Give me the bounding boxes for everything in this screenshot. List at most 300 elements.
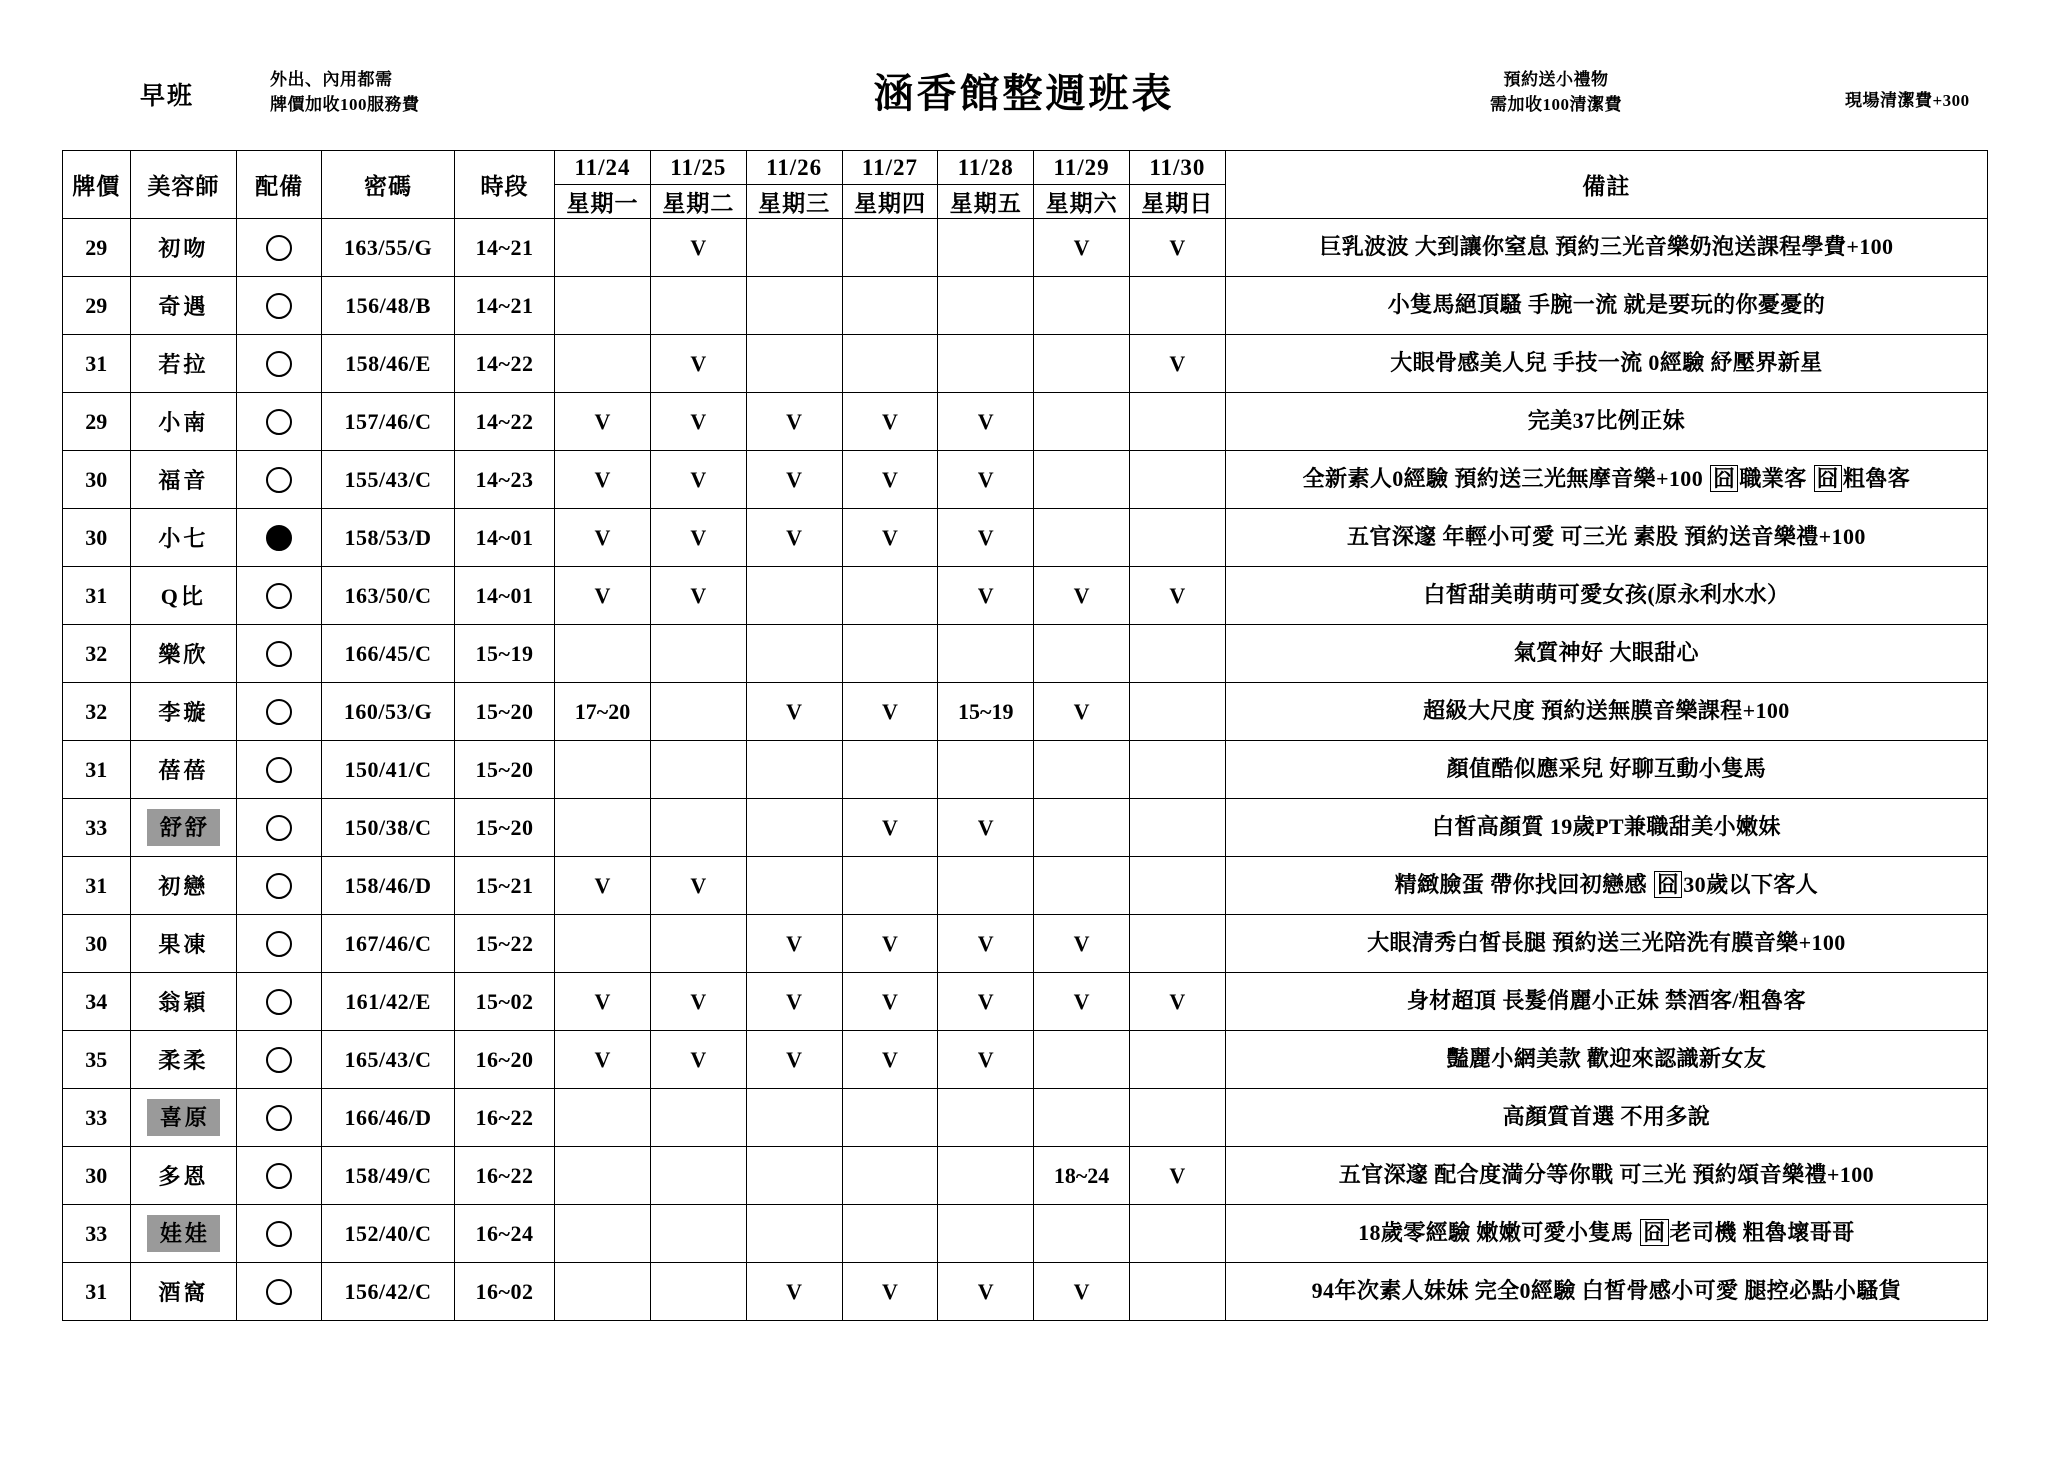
cell-day-6 bbox=[1129, 625, 1225, 683]
cell-note: 18歲零經驗 嫩嫩可愛小隻馬 囧 老司機 粗魯壞哥哥 bbox=[1225, 1205, 1987, 1263]
cell-day-6 bbox=[1129, 393, 1225, 451]
page-header bbox=[0, 0, 2048, 116]
cell-price: 31 bbox=[63, 1263, 131, 1321]
cell-note: 小隻馬絕頂騷 手腕一流 就是要玩的你憂憂的 bbox=[1225, 277, 1987, 335]
warning-badge-icon: 囧 bbox=[1814, 465, 1842, 492]
cell-note: 大眼清秀白皙長腿 預約送三光陪洗有膜音樂+100 bbox=[1225, 915, 1987, 973]
cell-note: 超級大尺度 預約送無膜音樂課程+100 bbox=[1225, 683, 1987, 741]
cell-note: 五官深邃 年輕小可愛 可三光 素股 預約送音樂禮+100 bbox=[1225, 509, 1987, 567]
cell-day-1: V bbox=[650, 335, 746, 393]
cell-code: 165/43/C bbox=[322, 1031, 455, 1089]
col-day-2: 星期三 bbox=[746, 185, 842, 219]
cell-name: 柔柔 bbox=[130, 1031, 237, 1089]
cell-note: 豔麗小網美款 歡迎來認識新女友 bbox=[1225, 1031, 1987, 1089]
cell-note: 巨乳波波 大到讓你窒息 預約三光音樂奶泡送課程學費+100 bbox=[1225, 219, 1987, 277]
table-row bbox=[63, 915, 1988, 973]
cell-code: 155/43/C bbox=[322, 451, 455, 509]
circle-icon bbox=[266, 409, 292, 435]
cell-day-0 bbox=[555, 625, 651, 683]
table-row bbox=[63, 277, 1988, 335]
cell-day-5 bbox=[1034, 1205, 1130, 1263]
cell-name: 翁穎 bbox=[130, 973, 237, 1031]
cell-day-6 bbox=[1129, 509, 1225, 567]
cell-day-5 bbox=[1034, 799, 1130, 857]
cell-day-6 bbox=[1129, 1205, 1225, 1263]
cell-note: 五官深邃 配合度満分等你戰 可三光 預約頌音樂禮+100 bbox=[1225, 1147, 1987, 1205]
table-header bbox=[63, 151, 1988, 219]
cell-day-0 bbox=[555, 219, 651, 277]
cell-day-4: V bbox=[938, 973, 1034, 1031]
cell-day-2 bbox=[746, 1205, 842, 1263]
cell-day-3: V bbox=[842, 1031, 938, 1089]
cell-code: 166/46/D bbox=[322, 1089, 455, 1147]
cell-day-6 bbox=[1129, 741, 1225, 799]
cell-code: 158/53/D bbox=[322, 509, 455, 567]
cell-day-6: V bbox=[1129, 335, 1225, 393]
cell-price: 30 bbox=[63, 1147, 131, 1205]
cell-price: 32 bbox=[63, 625, 131, 683]
col-day-1: 星期二 bbox=[650, 185, 746, 219]
cell-time: 15~20 bbox=[454, 799, 554, 857]
cell-equip bbox=[237, 277, 322, 335]
cell-day-5 bbox=[1034, 335, 1130, 393]
cell-equip bbox=[237, 1089, 322, 1147]
cell-code: 158/46/D bbox=[322, 857, 455, 915]
cell-day-0: V bbox=[555, 509, 651, 567]
col-equip: 配備 bbox=[237, 151, 322, 219]
col-day-5: 星期六 bbox=[1034, 185, 1130, 219]
warning-badge-icon: 囧 bbox=[1710, 465, 1738, 492]
col-date-3: 11/27 bbox=[842, 151, 938, 185]
table-row bbox=[63, 1089, 1988, 1147]
cell-day-2 bbox=[746, 625, 842, 683]
cell-day-2: V bbox=[746, 683, 842, 741]
cell-day-2 bbox=[746, 799, 842, 857]
onsite-cleaning-note: 現場清潔費+300 bbox=[1845, 91, 1970, 110]
cell-day-0 bbox=[555, 1089, 651, 1147]
gift-note bbox=[1490, 68, 1622, 117]
cell-day-0 bbox=[555, 335, 651, 393]
cell-note: 大眼骨感美人兒 手技一流 0經驗 紓壓界新星 bbox=[1225, 335, 1987, 393]
cell-equip bbox=[237, 857, 322, 915]
schedule-table bbox=[62, 150, 1988, 1321]
cell-day-5 bbox=[1034, 277, 1130, 335]
table-row bbox=[63, 1031, 1988, 1089]
cell-day-4 bbox=[938, 277, 1034, 335]
cell-note: 氣質神好 大眼甜心 bbox=[1225, 625, 1987, 683]
cell-equip bbox=[237, 799, 322, 857]
cell-day-5: V bbox=[1034, 1263, 1130, 1321]
cell-day-6 bbox=[1129, 915, 1225, 973]
table-row bbox=[63, 567, 1988, 625]
cell-price: 29 bbox=[63, 393, 131, 451]
col-code: 密碼 bbox=[322, 151, 455, 219]
gift-note-line1: 預約送小禮物 bbox=[1503, 70, 1609, 89]
page-title: 涵香館整週班表 bbox=[873, 71, 1175, 116]
table-row bbox=[63, 625, 1988, 683]
cell-day-4: V bbox=[938, 799, 1034, 857]
cell-time: 14~01 bbox=[454, 509, 554, 567]
table-row bbox=[63, 741, 1988, 799]
cell-day-2: V bbox=[746, 393, 842, 451]
cell-day-5: V bbox=[1034, 567, 1130, 625]
cell-equip bbox=[237, 973, 322, 1031]
cell-day-6: V bbox=[1129, 567, 1225, 625]
cell-day-0: 17~20 bbox=[555, 683, 651, 741]
cell-note: 全新素人0經驗 預約送三光無摩音樂+100 囧 職業客 囧 粗魯客 bbox=[1225, 451, 1987, 509]
cell-day-0 bbox=[555, 741, 651, 799]
cell-code: 160/53/G bbox=[322, 683, 455, 741]
cell-code: 150/38/C bbox=[322, 799, 455, 857]
cell-day-3: V bbox=[842, 683, 938, 741]
cell-name: 酒窩 bbox=[130, 1263, 237, 1321]
table-row bbox=[63, 219, 1988, 277]
cell-price: 34 bbox=[63, 973, 131, 1031]
cell-day-2 bbox=[746, 857, 842, 915]
cell-day-0: V bbox=[555, 451, 651, 509]
table-row bbox=[63, 509, 1988, 567]
cell-day-4 bbox=[938, 219, 1034, 277]
header-row-top bbox=[63, 151, 1988, 185]
cell-day-2 bbox=[746, 277, 842, 335]
cell-day-5 bbox=[1034, 451, 1130, 509]
col-time: 時段 bbox=[454, 151, 554, 219]
cell-day-4: V bbox=[938, 509, 1034, 567]
cell-name: 蓓蓓 bbox=[130, 741, 237, 799]
cell-day-4: V bbox=[938, 393, 1034, 451]
cell-price: 29 bbox=[63, 219, 131, 277]
cell-day-0 bbox=[555, 1263, 651, 1321]
cell-time: 16~24 bbox=[454, 1205, 554, 1263]
cell-day-0: V bbox=[555, 393, 651, 451]
cell-time: 14~22 bbox=[454, 335, 554, 393]
cell-day-1: V bbox=[650, 973, 746, 1031]
cell-day-2 bbox=[746, 567, 842, 625]
cell-time: 15~21 bbox=[454, 857, 554, 915]
cell-time: 14~21 bbox=[454, 219, 554, 277]
circle-icon bbox=[266, 235, 292, 261]
cell-note: 白皙甜美萌萌可愛女孩(原永利水水） bbox=[1225, 567, 1987, 625]
cell-day-6: V bbox=[1129, 973, 1225, 1031]
cell-name bbox=[130, 1089, 237, 1147]
cell-day-3 bbox=[842, 567, 938, 625]
col-day-3: 星期四 bbox=[842, 185, 938, 219]
cell-equip bbox=[237, 1031, 322, 1089]
col-date-6: 11/30 bbox=[1129, 151, 1225, 185]
table-row bbox=[63, 1147, 1988, 1205]
cell-day-3: V bbox=[842, 973, 938, 1031]
cell-name: 果凍 bbox=[130, 915, 237, 973]
col-date-5: 11/29 bbox=[1034, 151, 1130, 185]
cell-equip bbox=[237, 509, 322, 567]
cell-day-1: V bbox=[650, 567, 746, 625]
cell-equip bbox=[237, 567, 322, 625]
table-row bbox=[63, 973, 1988, 1031]
cell-day-2 bbox=[746, 741, 842, 799]
circle-icon bbox=[266, 1163, 292, 1189]
cell-day-1 bbox=[650, 277, 746, 335]
cell-day-1 bbox=[650, 799, 746, 857]
cell-day-3: V bbox=[842, 451, 938, 509]
circle-icon bbox=[266, 989, 292, 1015]
cell-day-2 bbox=[746, 1147, 842, 1205]
cell-code: 158/49/C bbox=[322, 1147, 455, 1205]
cell-code: 157/46/C bbox=[322, 393, 455, 451]
cell-price: 31 bbox=[63, 567, 131, 625]
col-date-4: 11/28 bbox=[938, 151, 1034, 185]
cell-time: 14~01 bbox=[454, 567, 554, 625]
col-name: 美容師 bbox=[130, 151, 237, 219]
col-day-0: 星期一 bbox=[555, 185, 651, 219]
cell-name: Q比 bbox=[130, 567, 237, 625]
cell-day-4: V bbox=[938, 451, 1034, 509]
cell-name: 初戀 bbox=[130, 857, 237, 915]
cell-note: 精緻臉蛋 帶你找回初戀感 囧 30歲以下客人 bbox=[1225, 857, 1987, 915]
col-day-6: 星期日 bbox=[1129, 185, 1225, 219]
col-date-2: 11/26 bbox=[746, 151, 842, 185]
cell-day-5 bbox=[1034, 393, 1130, 451]
cell-day-0: V bbox=[555, 1031, 651, 1089]
cell-day-5: V bbox=[1034, 219, 1130, 277]
cell-day-4: V bbox=[938, 567, 1034, 625]
circle-icon bbox=[266, 1105, 292, 1131]
cell-day-5 bbox=[1034, 741, 1130, 799]
cell-day-4 bbox=[938, 1089, 1034, 1147]
cell-equip bbox=[237, 393, 322, 451]
cell-day-3 bbox=[842, 1205, 938, 1263]
cell-price: 31 bbox=[63, 741, 131, 799]
cell-day-0 bbox=[555, 915, 651, 973]
table-row bbox=[63, 1205, 1988, 1263]
table-row bbox=[63, 335, 1988, 393]
shift-label: 早班 bbox=[140, 83, 195, 110]
cell-code: 163/50/C bbox=[322, 567, 455, 625]
cell-name: 樂欣 bbox=[130, 625, 237, 683]
table-row bbox=[63, 799, 1988, 857]
cell-price: 32 bbox=[63, 683, 131, 741]
table-row bbox=[63, 683, 1988, 741]
table-body bbox=[63, 219, 1988, 1321]
cell-equip bbox=[237, 219, 322, 277]
cell-price: 33 bbox=[63, 1089, 131, 1147]
cell-price: 35 bbox=[63, 1031, 131, 1089]
cell-day-6 bbox=[1129, 683, 1225, 741]
cell-day-4 bbox=[938, 741, 1034, 799]
cell-day-1 bbox=[650, 915, 746, 973]
service-fee-note-line2: 牌價加收100服務費 bbox=[270, 94, 420, 114]
cell-day-3 bbox=[842, 741, 938, 799]
cell-day-1 bbox=[650, 1205, 746, 1263]
cell-equip bbox=[237, 741, 322, 799]
cell-day-1: V bbox=[650, 451, 746, 509]
cell-time: 16~20 bbox=[454, 1031, 554, 1089]
cell-day-3: V bbox=[842, 393, 938, 451]
circle-icon bbox=[266, 351, 292, 377]
cell-time: 16~22 bbox=[454, 1147, 554, 1205]
cell-code: 158/46/E bbox=[322, 335, 455, 393]
col-date-0: 11/24 bbox=[555, 151, 651, 185]
cell-day-1 bbox=[650, 1089, 746, 1147]
cell-price: 30 bbox=[63, 509, 131, 567]
cell-day-0: V bbox=[555, 857, 651, 915]
cell-day-3 bbox=[842, 1147, 938, 1205]
circle-icon bbox=[266, 293, 292, 319]
cell-day-2: V bbox=[746, 509, 842, 567]
cell-day-1 bbox=[650, 683, 746, 741]
circle-icon bbox=[266, 815, 292, 841]
cell-day-0 bbox=[555, 277, 651, 335]
cell-day-5 bbox=[1034, 1089, 1130, 1147]
cell-code: 156/48/B bbox=[322, 277, 455, 335]
cell-time: 16~02 bbox=[454, 1263, 554, 1321]
cell-day-4: V bbox=[938, 1263, 1034, 1321]
cell-day-4 bbox=[938, 1205, 1034, 1263]
col-price: 牌價 bbox=[63, 151, 131, 219]
cell-day-2 bbox=[746, 219, 842, 277]
cell-day-0 bbox=[555, 1205, 651, 1263]
cell-day-3: V bbox=[842, 799, 938, 857]
cell-day-3: V bbox=[842, 1263, 938, 1321]
cell-day-2: V bbox=[746, 451, 842, 509]
circle-icon bbox=[266, 641, 292, 667]
cell-day-3 bbox=[842, 1089, 938, 1147]
cell-day-6 bbox=[1129, 857, 1225, 915]
cell-name: 小七 bbox=[130, 509, 237, 567]
cell-time: 15~20 bbox=[454, 741, 554, 799]
cell-equip bbox=[237, 625, 322, 683]
warning-badge-icon: 囧 bbox=[1654, 871, 1682, 898]
cell-day-2: V bbox=[746, 1263, 842, 1321]
cell-day-5: V bbox=[1034, 973, 1130, 1031]
cell-day-3 bbox=[842, 335, 938, 393]
cell-equip bbox=[237, 683, 322, 741]
cell-equip bbox=[237, 915, 322, 973]
cell-price: 30 bbox=[63, 915, 131, 973]
cell-day-3 bbox=[842, 857, 938, 915]
cell-day-3: V bbox=[842, 915, 938, 973]
cell-day-1: V bbox=[650, 393, 746, 451]
table-row bbox=[63, 451, 1988, 509]
cell-name: 小南 bbox=[130, 393, 237, 451]
cell-price: 29 bbox=[63, 277, 131, 335]
cell-day-2: V bbox=[746, 915, 842, 973]
name-highlight: 舒舒 bbox=[147, 809, 220, 846]
service-fee-note-line1: 外出、內用都需 bbox=[270, 70, 393, 89]
cell-code: 152/40/C bbox=[322, 1205, 455, 1263]
cell-day-4 bbox=[938, 625, 1034, 683]
cell-day-4 bbox=[938, 335, 1034, 393]
cell-note: 完美37比例正妹 bbox=[1225, 393, 1987, 451]
circle-icon bbox=[266, 1279, 292, 1305]
cell-day-4 bbox=[938, 1147, 1034, 1205]
cell-day-3 bbox=[842, 219, 938, 277]
gift-note-line2: 需加收100清潔費 bbox=[1490, 94, 1622, 114]
cell-code: 156/42/C bbox=[322, 1263, 455, 1321]
cell-day-6: V bbox=[1129, 219, 1225, 277]
cell-time: 15~19 bbox=[454, 625, 554, 683]
cell-day-0 bbox=[555, 1147, 651, 1205]
cell-day-1: V bbox=[650, 509, 746, 567]
cell-note: 白皙高顏質 19歲PT兼職甜美小嫩妹 bbox=[1225, 799, 1987, 857]
warning-badge-icon: 囧 bbox=[1640, 1219, 1668, 1246]
cell-day-4: V bbox=[938, 1031, 1034, 1089]
circle-icon bbox=[266, 1047, 292, 1073]
cell-day-1 bbox=[650, 1147, 746, 1205]
cell-name: 初吻 bbox=[130, 219, 237, 277]
cell-day-5 bbox=[1034, 625, 1130, 683]
cell-day-3 bbox=[842, 625, 938, 683]
circle-icon bbox=[266, 1221, 292, 1247]
cell-note: 身材超頂 長髮俏麗小正妹 禁酒客/粗魯客 bbox=[1225, 973, 1987, 1031]
name-highlight: 喜原 bbox=[147, 1099, 220, 1136]
cell-day-3 bbox=[842, 277, 938, 335]
cell-day-6 bbox=[1129, 1031, 1225, 1089]
circle-icon bbox=[266, 583, 292, 609]
cell-price: 33 bbox=[63, 799, 131, 857]
cell-day-5: V bbox=[1034, 915, 1130, 973]
cell-code: 150/41/C bbox=[322, 741, 455, 799]
cell-name: 若拉 bbox=[130, 335, 237, 393]
table-row bbox=[63, 393, 1988, 451]
cell-code: 163/55/G bbox=[322, 219, 455, 277]
cell-note: 顏值酷似應采兒 好聊互動小隻馬 bbox=[1225, 741, 1987, 799]
cell-price: 33 bbox=[63, 1205, 131, 1263]
cell-day-1 bbox=[650, 625, 746, 683]
cell-day-6 bbox=[1129, 1089, 1225, 1147]
cell-time: 16~22 bbox=[454, 1089, 554, 1147]
cell-name: 多恩 bbox=[130, 1147, 237, 1205]
cell-day-0 bbox=[555, 799, 651, 857]
col-date-1: 11/25 bbox=[650, 151, 746, 185]
cell-code: 167/46/C bbox=[322, 915, 455, 973]
circle-icon bbox=[266, 699, 292, 725]
cell-code: 166/45/C bbox=[322, 625, 455, 683]
cell-name: 李璇 bbox=[130, 683, 237, 741]
cell-time: 14~23 bbox=[454, 451, 554, 509]
cell-day-0: V bbox=[555, 973, 651, 1031]
cell-day-2 bbox=[746, 1089, 842, 1147]
table-row bbox=[63, 857, 1988, 915]
cell-day-5: 18~24 bbox=[1034, 1147, 1130, 1205]
cell-day-6 bbox=[1129, 277, 1225, 335]
cell-code: 161/42/E bbox=[322, 973, 455, 1031]
cell-price: 31 bbox=[63, 857, 131, 915]
cell-time: 14~21 bbox=[454, 277, 554, 335]
cell-day-2 bbox=[746, 335, 842, 393]
cell-day-1 bbox=[650, 741, 746, 799]
cell-note: 94年次素人妹妹 完全0經驗 白皙骨感小可愛 腿控必點小騷貨 bbox=[1225, 1263, 1987, 1321]
cell-day-4: 15~19 bbox=[938, 683, 1034, 741]
cell-day-1 bbox=[650, 1263, 746, 1321]
cell-day-5: V bbox=[1034, 683, 1130, 741]
cell-equip bbox=[237, 1147, 322, 1205]
col-note: 備註 bbox=[1225, 151, 1987, 219]
cell-day-1: V bbox=[650, 219, 746, 277]
cell-day-0: V bbox=[555, 567, 651, 625]
cell-day-3: V bbox=[842, 509, 938, 567]
cell-name bbox=[130, 799, 237, 857]
name-highlight: 娃娃 bbox=[147, 1215, 220, 1252]
cell-day-6: V bbox=[1129, 1147, 1225, 1205]
cell-equip bbox=[237, 1205, 322, 1263]
cell-time: 15~22 bbox=[454, 915, 554, 973]
circle-icon bbox=[266, 931, 292, 957]
cell-day-5 bbox=[1034, 509, 1130, 567]
cell-day-2: V bbox=[746, 1031, 842, 1089]
circle-icon bbox=[266, 467, 292, 493]
cell-day-1: V bbox=[650, 857, 746, 915]
circle-icon bbox=[266, 757, 292, 783]
